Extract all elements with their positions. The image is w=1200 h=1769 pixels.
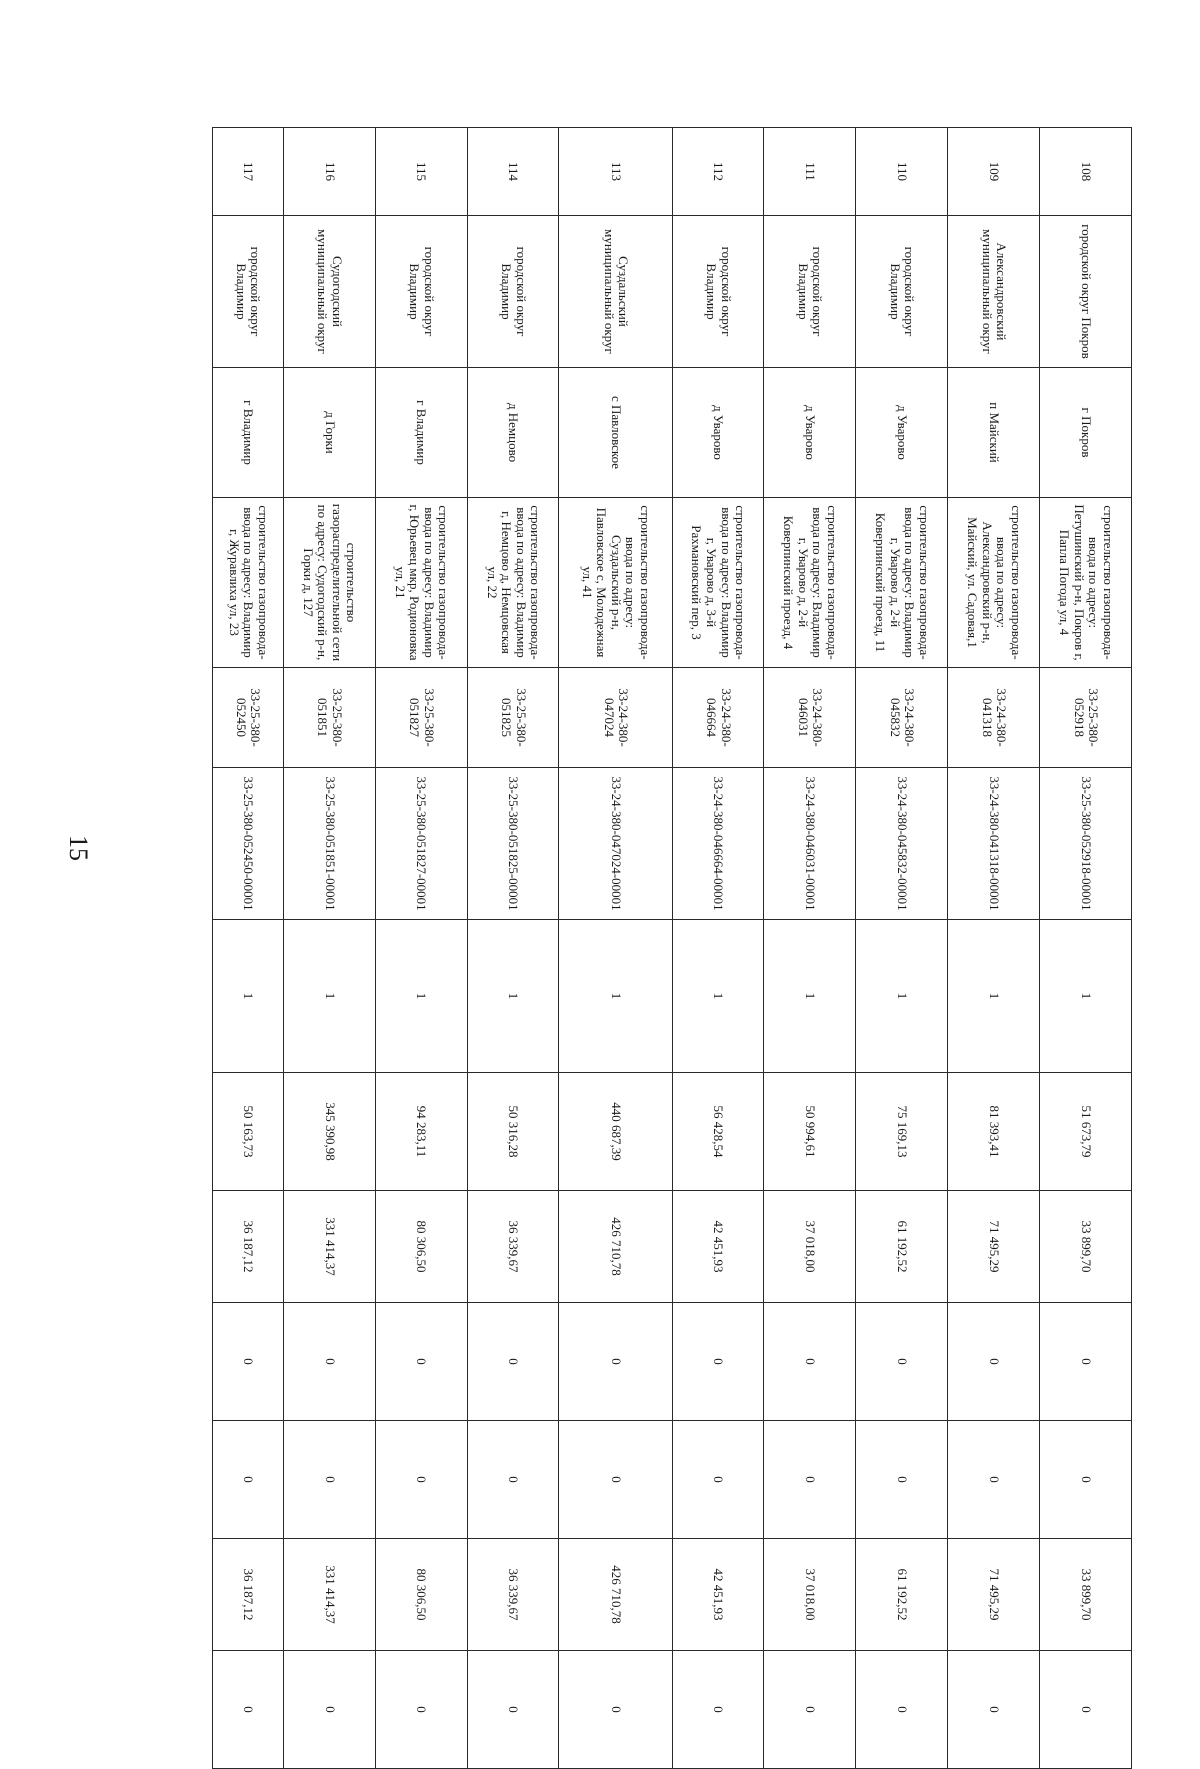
total-cost-cell: 440 687,39 — [559, 1073, 672, 1191]
object-code-cell: 33-25-380-051827 — [375, 668, 467, 768]
financing-zero-cell: 0 — [375, 1303, 467, 1421]
financing-amount-cell: 61 192,52 — [856, 1191, 948, 1303]
object-id-cell: 33-24-380-046664-00001 — [672, 768, 764, 920]
object-code-cell: 33-24-380-045832 — [856, 668, 948, 768]
financing-total-cell: 36 187,12 — [213, 1539, 284, 1651]
financing-total-cell: 80 306,50 — [375, 1539, 467, 1651]
row-number-cell: 115 — [375, 128, 467, 216]
work-description-cell: строительство газопровода-ввода по адресу: Петушинский р-н, Покров г, Папла Погода ул, 4 — [1040, 498, 1132, 668]
quantity-cell: 1 — [375, 920, 467, 1073]
financing-amount-cell: 36 187,12 — [213, 1191, 284, 1303]
register-table — [212, 127, 1132, 1769]
table-row — [213, 128, 284, 1769]
financing-amount-cell: 33 899,70 — [1040, 1191, 1132, 1303]
financing-zero-cell: 0 — [213, 1421, 284, 1539]
locality-cell: п Майский — [948, 368, 1040, 498]
row-number-cell: 109 — [948, 128, 1040, 216]
total-cost-cell: 50 163,73 — [213, 1073, 284, 1191]
municipal-district-cell: городской округ Владимир — [672, 216, 764, 368]
quantity-cell: 1 — [467, 920, 559, 1073]
row-number-cell: 116 — [283, 128, 375, 216]
total-cost-cell: 51 673,79 — [1040, 1073, 1132, 1191]
balance-cell: 0 — [764, 1651, 856, 1769]
table-row — [559, 128, 672, 1769]
row-number-cell: 114 — [467, 128, 559, 216]
financing-amount-cell: 426 710,78 — [559, 1191, 672, 1303]
object-id-cell: 33-24-380-045832-00001 — [856, 768, 948, 920]
municipal-district-cell: Суздальский муниципальный округ — [559, 216, 672, 368]
quantity-cell: 1 — [948, 920, 1040, 1073]
table-row — [764, 128, 856, 1769]
financing-total-cell: 36 339,67 — [467, 1539, 559, 1651]
financing-total-cell: 331 414,37 — [283, 1539, 375, 1651]
financing-amount-cell: 71 495,29 — [948, 1191, 1040, 1303]
financing-total-cell: 42 451,93 — [672, 1539, 764, 1651]
table-row — [283, 128, 375, 1769]
financing-total-cell: 33 899,70 — [1040, 1539, 1132, 1651]
financing-amount-cell: 37 018,00 — [764, 1191, 856, 1303]
work-description-cell: строительство газораспределительной сети по адресу: Судогодский р-н, Горки д, 127 — [283, 498, 375, 668]
financing-zero-cell: 0 — [948, 1421, 1040, 1539]
municipal-district-cell: Судогодский муниципальный округ — [283, 216, 375, 368]
financing-zero-cell: 0 — [375, 1421, 467, 1539]
work-description-cell: строительство газопровода-ввода по адресу: Владимир г, Юрьевец мкр, Родионовка ул, 21 — [375, 498, 467, 668]
quantity-cell: 1 — [856, 920, 948, 1073]
municipal-district-cell: городской округ Покров — [1040, 216, 1132, 368]
quantity-cell: 1 — [764, 920, 856, 1073]
register-table-container — [212, 127, 1132, 1713]
work-description-cell: строительство газопровода-ввода по адресу: Владимир г, Уварово д, 3-й Рахмановский пер, 3 — [672, 498, 764, 668]
balance-cell: 0 — [213, 1651, 284, 1769]
financing-amount-cell: 42 451,93 — [672, 1191, 764, 1303]
table-row — [948, 128, 1040, 1769]
work-description-cell: строительство газопровода-ввода по адресу: Владимир г, Немцово д, Немцовская ул, 22 — [467, 498, 559, 668]
table-row — [375, 128, 467, 1769]
table-row — [856, 128, 948, 1769]
locality-cell: д Уварово — [672, 368, 764, 498]
locality-cell: д Уварово — [764, 368, 856, 498]
object-code-cell: 33-25-380-051825 — [467, 668, 559, 768]
page-number: 15 — [64, 835, 93, 861]
object-code-cell: 33-24-380-041318 — [948, 668, 1040, 768]
work-description-cell: строительство газопровода-ввода по адресу: Владимир г, Уварово д, 2-й Коверпинский проезд, 4 — [764, 498, 856, 668]
financing-total-cell: 71 495,29 — [948, 1539, 1040, 1651]
quantity-cell: 1 — [213, 920, 284, 1073]
object-id-cell: 33-24-380-047024-00001 — [559, 768, 672, 920]
locality-cell: г Владимир — [213, 368, 284, 498]
row-number-cell: 117 — [213, 128, 284, 216]
table-row — [467, 128, 559, 1769]
locality-cell: г Владимир — [375, 368, 467, 498]
financing-zero-cell: 0 — [764, 1303, 856, 1421]
financing-zero-cell: 0 — [764, 1421, 856, 1539]
financing-zero-cell: 0 — [1040, 1421, 1132, 1539]
financing-total-cell: 37 018,00 — [764, 1539, 856, 1651]
municipal-district-cell: Александровский муниципальный округ — [948, 216, 1040, 368]
financing-zero-cell: 0 — [1040, 1303, 1132, 1421]
financing-zero-cell: 0 — [559, 1303, 672, 1421]
object-code-cell: 33-25-380-052918 — [1040, 668, 1132, 768]
work-description-cell: строительство газопровода-ввода по адресу: Владимир г, Журавлиха ул, 23 — [213, 498, 284, 668]
municipal-district-cell: городской округ Владимир — [213, 216, 284, 368]
object-code-cell: 33-24-380-046664 — [672, 668, 764, 768]
balance-cell: 0 — [856, 1651, 948, 1769]
object-id-cell: 33-25-380-051827-00001 — [375, 768, 467, 920]
balance-cell: 0 — [672, 1651, 764, 1769]
quantity-cell: 1 — [559, 920, 672, 1073]
financing-zero-cell: 0 — [672, 1303, 764, 1421]
financing-zero-cell: 0 — [856, 1303, 948, 1421]
financing-amount-cell: 36 339,67 — [467, 1191, 559, 1303]
locality-cell: д Уварово — [856, 368, 948, 498]
balance-cell: 0 — [559, 1651, 672, 1769]
financing-zero-cell: 0 — [559, 1421, 672, 1539]
table-row — [1040, 128, 1132, 1769]
financing-zero-cell: 0 — [672, 1421, 764, 1539]
row-number-cell: 111 — [764, 128, 856, 216]
balance-cell: 0 — [375, 1651, 467, 1769]
municipal-district-cell: городской округ Владимир — [764, 216, 856, 368]
row-number-cell: 110 — [856, 128, 948, 216]
object-id-cell: 33-25-380-052450-00001 — [213, 768, 284, 920]
row-number-cell: 113 — [559, 128, 672, 216]
row-number-cell: 108 — [1040, 128, 1132, 216]
object-code-cell: 33-25-380-052450 — [213, 668, 284, 768]
row-number-cell: 112 — [672, 128, 764, 216]
object-id-cell: 33-24-380-041318-00001 — [948, 768, 1040, 920]
object-id-cell: 33-25-380-051825-00001 — [467, 768, 559, 920]
financing-amount-cell: 331 414,37 — [283, 1191, 375, 1303]
quantity-cell: 1 — [672, 920, 764, 1073]
financing-zero-cell: 0 — [283, 1303, 375, 1421]
table-body — [213, 128, 1132, 1769]
locality-cell: г Покров — [1040, 368, 1132, 498]
financing-zero-cell: 0 — [856, 1421, 948, 1539]
object-id-cell: 33-25-380-051851-00001 — [283, 768, 375, 920]
work-description-cell: строительство газопровода-ввода по адресу: Александровский р-н, Майский, ул. Садовая,1 — [948, 498, 1040, 668]
financing-zero-cell: 0 — [948, 1303, 1040, 1421]
financing-amount-cell: 80 306,50 — [375, 1191, 467, 1303]
locality-cell: д Немцово — [467, 368, 559, 498]
work-description-cell: строительство газопровода-ввода по адресу: Суздальский р-н, Павловское с, Молодежная ул, 41 — [559, 498, 672, 668]
object-code-cell: 33-25-380-051851 — [283, 668, 375, 768]
municipal-district-cell: городской округ Владимир — [467, 216, 559, 368]
locality-cell: д Горки — [283, 368, 375, 498]
financing-total-cell: 61 192,52 — [856, 1539, 948, 1651]
municipal-district-cell: городской округ Владимир — [856, 216, 948, 368]
quantity-cell: 1 — [1040, 920, 1132, 1073]
table-row — [672, 128, 764, 1769]
total-cost-cell: 50 994,61 — [764, 1073, 856, 1191]
financing-zero-cell: 0 — [283, 1421, 375, 1539]
financing-zero-cell: 0 — [467, 1421, 559, 1539]
total-cost-cell: 81 393,41 — [948, 1073, 1040, 1191]
object-id-cell: 33-24-380-046031-00001 — [764, 768, 856, 920]
total-cost-cell: 50 316,28 — [467, 1073, 559, 1191]
object-code-cell: 33-24-380-046031 — [764, 668, 856, 768]
object-code-cell: 33-24-380-047024 — [559, 668, 672, 768]
municipal-district-cell: городской округ Владимир — [375, 216, 467, 368]
total-cost-cell: 75 169,13 — [856, 1073, 948, 1191]
financing-zero-cell: 0 — [467, 1303, 559, 1421]
quantity-cell: 1 — [283, 920, 375, 1073]
object-id-cell: 33-25-380-052918-00001 — [1040, 768, 1132, 920]
total-cost-cell: 94 283,11 — [375, 1073, 467, 1191]
financing-zero-cell: 0 — [213, 1303, 284, 1421]
balance-cell: 0 — [948, 1651, 1040, 1769]
work-description-cell: строительство газопровода-ввода по адресу: Владимир г, Уварово д, 2-й Коверпинский проезд, 11 — [856, 498, 948, 668]
balance-cell: 0 — [283, 1651, 375, 1769]
total-cost-cell: 56 428,54 — [672, 1073, 764, 1191]
balance-cell: 0 — [1040, 1651, 1132, 1769]
financing-total-cell: 426 710,78 — [559, 1539, 672, 1651]
locality-cell: с Павловское — [559, 368, 672, 498]
balance-cell: 0 — [467, 1651, 559, 1769]
total-cost-cell: 345 390,98 — [283, 1073, 375, 1191]
